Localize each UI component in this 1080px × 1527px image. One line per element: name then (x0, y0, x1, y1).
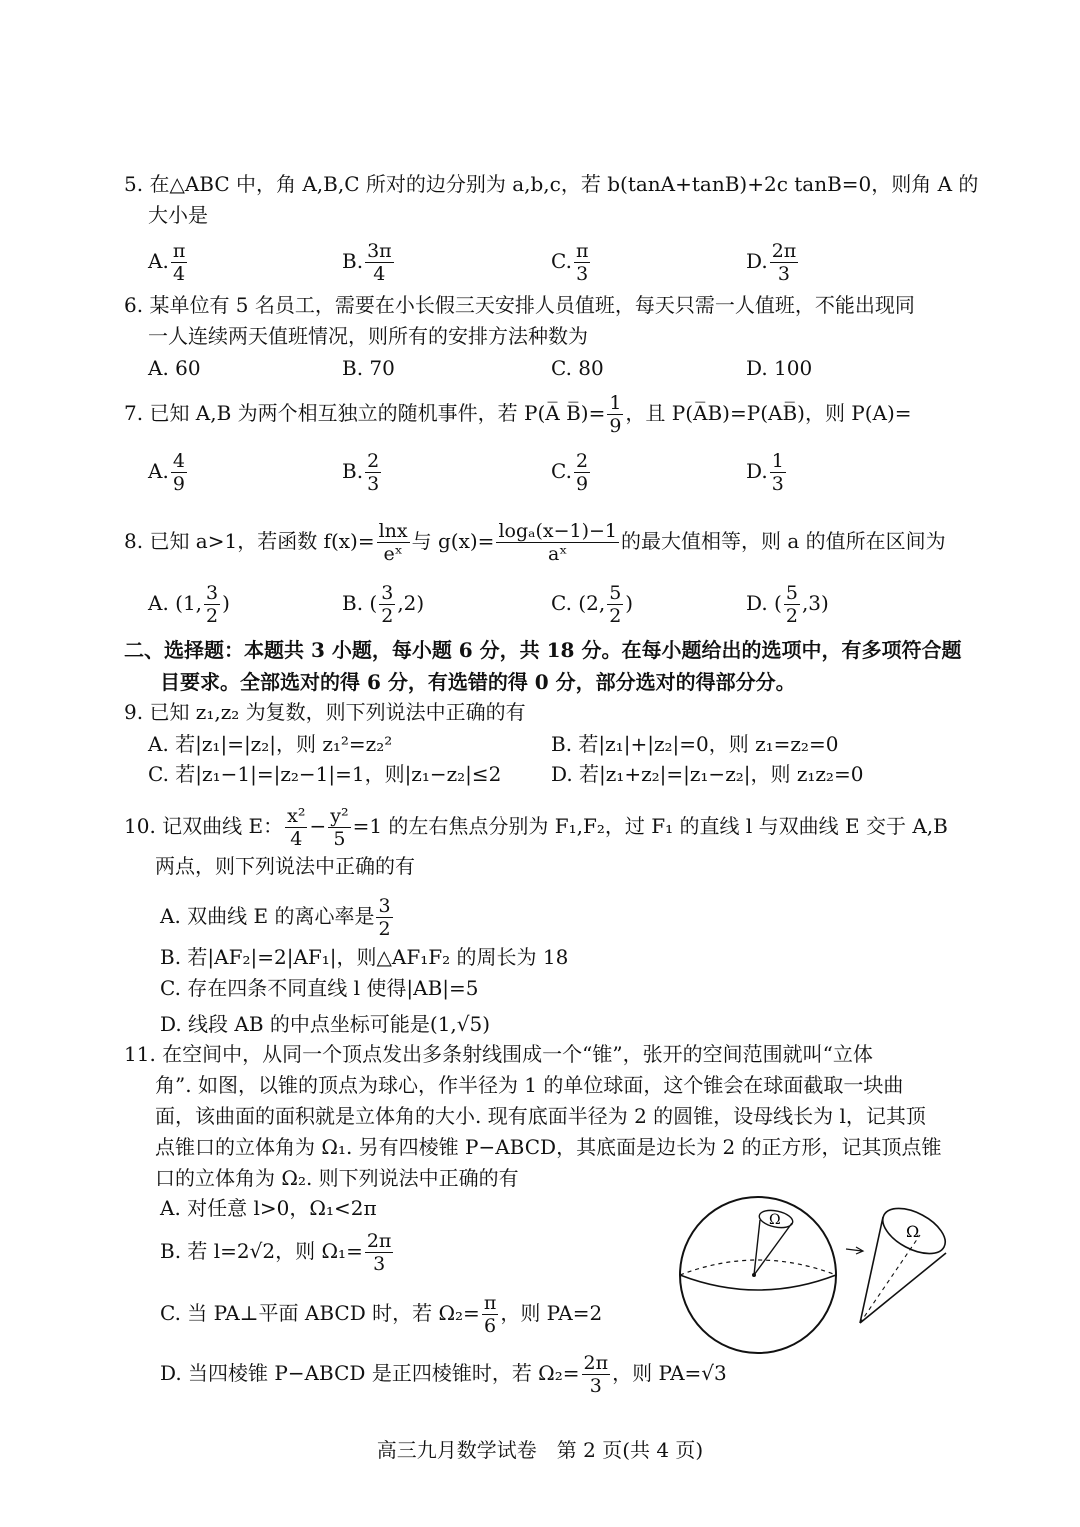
q6-option-c: C. 80 (551, 356, 604, 380)
section2-heading-line1: 二、选择题：本题共 3 小题，每小题 6 分，共 18 分。在每小题给出的选项中，有多项符合题 (124, 638, 962, 662)
q10-stem-pre: 10. 记双曲线 E： (124, 814, 284, 838)
q10-option-d: D. 线段 AB 的中点坐标可能是(1,√5) (160, 1012, 491, 1036)
q7-stem-pre: 7. 已知 A,B 为两个相互独立的随机事件，若 P(A̅ B̅)= (124, 401, 606, 425)
q7-option-a (148, 450, 189, 495)
q8-option-b (342, 582, 424, 627)
q11-option-b (160, 1230, 395, 1275)
frac-num: 3 (381, 582, 394, 604)
frac-num: π (483, 1292, 497, 1314)
q5-option-d (746, 240, 800, 285)
frac-den: 3 (771, 473, 784, 495)
frac-num: 2π (366, 1230, 392, 1252)
option-text: D. 当四棱锥 P−ABCD 是正四棱锥时，若 Ω₂= (160, 1361, 580, 1385)
q8-option-a (148, 582, 230, 627)
sphere-center-point (752, 1273, 756, 1277)
option-label: C. (2, (551, 591, 606, 615)
option-label: D. (746, 249, 768, 273)
frac-den: 2 (609, 605, 622, 627)
q7-stem (124, 392, 912, 437)
frac-num: 1 (609, 392, 622, 414)
option-tail: ) (625, 591, 634, 615)
fraction (171, 240, 188, 285)
q8-option-d (746, 582, 829, 627)
frac-num: 4 (172, 450, 185, 472)
q10-line2: 两点，则下列说法中正确的有 (155, 854, 415, 878)
q9-stem: 9. 已知 z₁,z₂ 为复数，则下列说法中正确的有 (124, 700, 526, 724)
fraction (607, 392, 623, 437)
frac-num: 1 (771, 450, 784, 472)
option-label: C. (551, 459, 572, 483)
sphere-outline (680, 1197, 836, 1353)
frac-num: x² (287, 805, 306, 827)
option-label: A. (148, 249, 169, 273)
frac-num: 3 (378, 895, 391, 917)
option-text: C. 当 PA⊥平面 ABCD 时，若 Ω₂= (160, 1301, 480, 1325)
option-label: B. (342, 249, 364, 273)
frac-num: π (172, 240, 186, 262)
fraction (574, 450, 590, 495)
frac-den: 2 (378, 918, 391, 940)
fraction (365, 450, 381, 495)
frac-num: π (575, 240, 589, 262)
q10-option-a (160, 895, 395, 940)
q11-line3: 面，该曲面的面积就是立体角的大小. 现有底面半径为 2 的圆锥，设母线长为 l，记其顶 (155, 1104, 926, 1128)
q6-line2: 一人连续两天值班情况，则所有的安排方法种数为 (148, 324, 588, 348)
cone-solid-angle-diagram (846, 1199, 952, 1323)
frac-num: lnx (378, 520, 408, 542)
q9-option-a: A. 若|z₁|=|z₂|，则 z₁²=z₂² (148, 732, 393, 756)
fraction (582, 1352, 611, 1397)
frac-den: eˣ (383, 543, 403, 565)
q11-option-d (160, 1352, 727, 1397)
frac-den: 3 (367, 473, 380, 495)
q10-option-b: B. 若|AF₂|=2|AF₁|，则△AF₁F₂ 的周长为 18 (160, 945, 569, 969)
option-label: A. (1, (148, 591, 203, 615)
fraction (770, 240, 799, 285)
option-label: D. ( (746, 591, 782, 615)
fraction (482, 1292, 499, 1337)
fraction (574, 240, 591, 285)
frac-num: 2π (583, 1352, 609, 1374)
frac-num: logₐ(x−1)−1 (498, 520, 618, 542)
omega-label-2: Ω (906, 1222, 920, 1241)
q11-line2: 角”. 如图，以锥的顶点为球心，作半径为 1 的单位球面，这个锥会在球面截取一块曲 (155, 1073, 904, 1097)
frac-den: 4 (173, 263, 186, 285)
q6-line1: 6. 某单位有 5 名员工，需要在小长假三天安排人员值班，每天只需一人值班，不能出现同 (124, 293, 915, 317)
q5-option-b (342, 240, 396, 285)
q5-line2: 大小是 (148, 203, 208, 227)
frac-den: 3 (589, 1375, 602, 1397)
minus-sign: − (309, 814, 327, 838)
frac-den: 5 (333, 828, 346, 850)
option-text: A. 双曲线 E 的离心率是 (160, 904, 375, 928)
frac-num: 2π (771, 240, 797, 262)
fraction (607, 582, 623, 627)
q11-option-a: A. 对任意 l>0，Ω₁<2π (160, 1196, 377, 1220)
unit-sphere-diagram (680, 1197, 836, 1353)
fraction (379, 582, 395, 627)
q11-line1: 11. 在空间中，从同一个顶点发出多条射线围成一个“锥”，张开的空间范围就叫“立体 (124, 1042, 873, 1066)
q8-option-c (551, 582, 633, 627)
q6-option-a: A. 60 (148, 356, 201, 380)
q8-stem-pre: 8. 已知 a>1，若函数 f(x)= (124, 529, 375, 553)
fraction (496, 520, 619, 565)
q5-option-a (148, 240, 189, 285)
q7-option-c (551, 450, 592, 495)
option-text: ，则 PA=√3 (612, 1361, 727, 1385)
option-label: C. (551, 249, 572, 273)
frac-den: 2 (206, 605, 219, 627)
option-tail: ) (222, 591, 230, 615)
fraction (784, 582, 800, 627)
q11-option-c (160, 1292, 602, 1337)
q10-stem (124, 805, 948, 850)
q6-option-d: D. 100 (746, 356, 813, 380)
sphere-equator-front (680, 1275, 836, 1290)
cone-edge-right (754, 1223, 792, 1275)
frac-num: 3 (206, 582, 219, 604)
q5-line1: 5. 在△ABC 中，角 A,B,C 所对的边分别为 a,b,c，若 b(tanA+tanB)+2c tanB=0，则角 A 的 (124, 172, 979, 196)
section2-heading-line2: 目要求。全部选对的得 6 分，有选错的得 0 分，部分选对的得部分分。 (160, 670, 796, 694)
q5-option-c (551, 240, 592, 285)
frac-den: 3 (373, 1253, 386, 1275)
frac-den: 4 (290, 828, 303, 850)
q8-stem-post: 的最大值相等，则 a 的值所在区间为 (621, 529, 946, 553)
fraction (285, 805, 307, 850)
fraction (365, 1230, 394, 1275)
option-label: B. ( (342, 591, 378, 615)
frac-den: 2 (785, 605, 798, 627)
frac-num: y² (330, 805, 349, 827)
option-tail: ,2) (397, 591, 425, 615)
frac-den: 4 (373, 263, 386, 285)
fraction (328, 805, 350, 850)
option-label: A. (148, 459, 169, 483)
option-text: B. 若 l=2√2，则 Ω₁= (160, 1239, 363, 1263)
fraction (377, 520, 410, 565)
option-label: B. (342, 459, 364, 483)
frac-num: 5 (785, 582, 798, 604)
frac-den: 6 (484, 1315, 497, 1337)
q9-option-b: B. 若|z₁|+|z₂|=0，则 z₁=z₂=0 (551, 732, 839, 756)
omega-label-1: Ω (769, 1212, 781, 1228)
frac-den: aˣ (548, 543, 568, 565)
sphere-equator-back (680, 1260, 836, 1275)
frac-den: 9 (172, 473, 185, 495)
option-text: ，则 PA=2 (500, 1301, 603, 1325)
frac-num: 5 (609, 582, 622, 604)
option-label: D. (746, 459, 768, 483)
fraction (171, 450, 187, 495)
fraction (365, 240, 394, 285)
fraction (770, 450, 786, 495)
q8-stem (124, 520, 946, 565)
q8-stem-mid: 与 g(x)= (411, 529, 495, 553)
frac-den: 2 (381, 605, 394, 627)
frac-den: 3 (576, 263, 589, 285)
fraction (204, 582, 220, 627)
cone-edge-left (754, 1220, 760, 1275)
q9-option-c: C. 若|z₁−1|=|z₂−1|=1，则|z₁−z₂|≤2 (148, 762, 502, 786)
frac-num: 2 (575, 450, 589, 472)
q10-option-c: C. 存在四条不同直线 l 使得|AB|=5 (160, 976, 479, 1000)
q6-option-b: B. 70 (342, 356, 395, 380)
frac-den: 3 (777, 263, 791, 285)
q11-line5: 口的立体角为 Ω₂. 则下列说法中正确的有 (155, 1166, 519, 1190)
frac-num: 3π (367, 240, 392, 262)
q7-option-d (746, 450, 788, 495)
q10-stem-post: =1 的左右焦点分别为 F₁,F₂，过 F₁ 的直线 l 与双曲线 E 交于 A,B (352, 814, 948, 838)
frac-num: 2 (367, 450, 380, 472)
q7-stem-post: ，且 P(A̅B)=P(AB̅)，则 P(A)= (625, 401, 912, 425)
frac-den: 9 (609, 415, 622, 437)
fraction (376, 895, 392, 940)
solid-angle-figure (670, 1195, 970, 1355)
q11-line4: 点锥口的立体角为 Ω₁. 另有四棱锥 P−ABCD，其底面是边长为 2 的正方形，记其顶点锥 (155, 1135, 942, 1159)
frac-den: 9 (575, 473, 589, 495)
page-footer: 高三九月数学试卷 第 2 页(共 4 页) (376, 1438, 704, 1462)
q7-option-b (342, 450, 383, 495)
option-tail: ,3) (801, 591, 829, 615)
q9-option-d: D. 若|z₁+z₂|=|z₁−z₂|，则 z₁z₂=0 (551, 762, 864, 786)
